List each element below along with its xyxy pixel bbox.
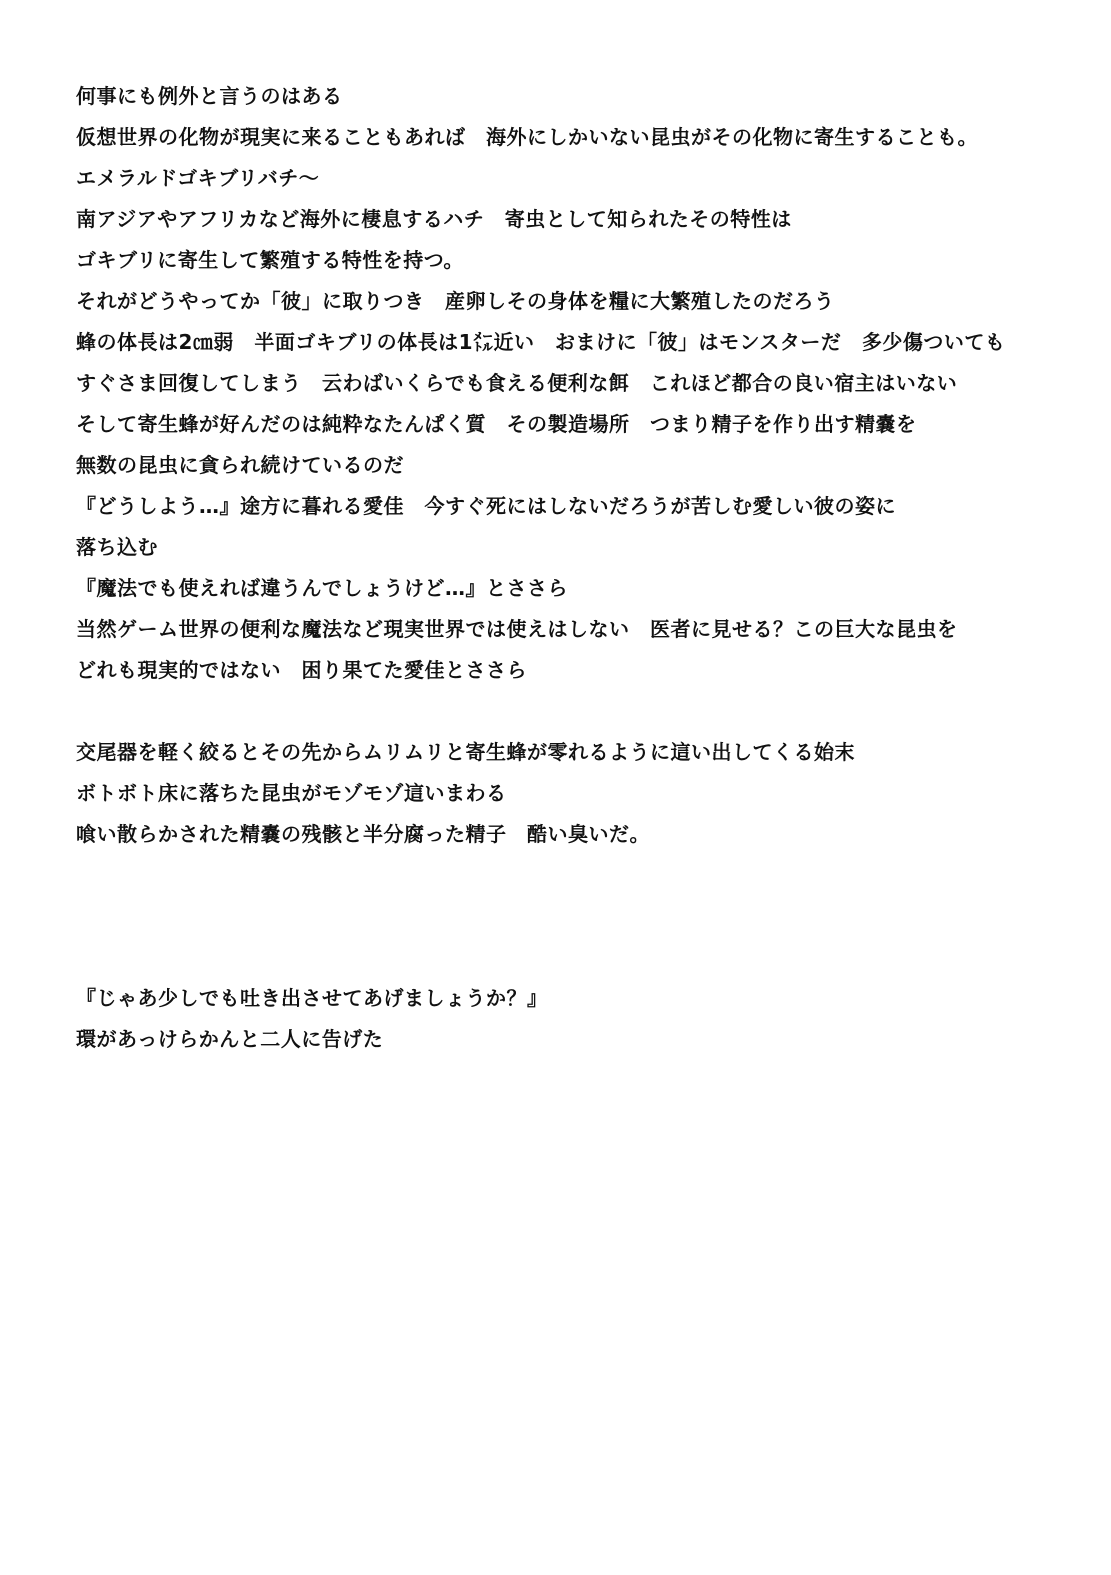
text-line: 交尾器を軽く絞るとその先からムリムリと寄生蜂が零れるように這い出してくる始末 <box>76 740 855 764</box>
text-line: それがどうやってか「彼」に取りつき 産卵しその身体を糧に大繁殖したのだろう <box>76 289 835 313</box>
text-line: どれも現実的ではない 困り果てた愛佳とささら <box>76 658 527 682</box>
text-line: 『どうしよう…』途方に暮れる愛佳 今すぐ死にはしないだろうが苦しむ愛しい彼の姿に <box>76 494 896 518</box>
story-text <box>76 82 1086 1066</box>
blank-line <box>76 902 1086 943</box>
text-line: 蜂の体長は2㎝弱 半面ゴキブリの体長は1㍍近い おまけに「彼」はモンスターだ 多少傷ついても <box>76 330 1006 354</box>
text-line: 何事にも例外と言うのはある <box>76 84 343 108</box>
text-line: 喰い散らかされた精嚢の残骸と半分腐った精子 酷い臭いだ。 <box>76 822 650 846</box>
blank-line <box>76 861 1086 902</box>
blank-line <box>76 697 1086 738</box>
text-line: 『魔法でも使えれば違うんでしょうけど…』とささら <box>76 576 568 600</box>
text-line: 南アジアやアフリカなど海外に棲息するハチ 寄虫として知られたその特性は <box>76 207 792 231</box>
text-line: 仮想世界の化物が現実に来ることもあれば 海外にしかいない昆虫がその化物に寄生することも。 <box>76 125 978 149</box>
text-line: そして寄生蜂が好んだのは純粋なたんぱく質 その製造場所 つまり精子を作り出す精嚢を <box>76 412 917 436</box>
text-line: エメラルドゴキブリバチ～ <box>76 166 320 190</box>
text-line: ゴキブリに寄生して繁殖する特性を持つ。 <box>76 248 464 272</box>
blank-line <box>76 943 1086 984</box>
text-line: 落ち込む <box>76 535 158 559</box>
text-line: ボトボト床に落ちた昆虫がモゾモゾ這いまわる <box>76 781 507 805</box>
text-line: 当然ゲーム世界の便利な魔法など現実世界では使えはしない 医者に見せる？この巨大な昆虫を <box>76 617 958 641</box>
text-line: 無数の昆虫に貪られ続けているのだ <box>76 453 404 477</box>
text-line: 環があっけらかんと二人に告げた <box>76 1027 384 1051</box>
text-line: すぐさま回復してしまう 云わばいくらでも食える便利な餌 これほど都合の良い宿主はいない <box>76 371 958 395</box>
text-line: 『じゃあ少しでも吐き出させてあげましょうか？』 <box>76 986 548 1010</box>
